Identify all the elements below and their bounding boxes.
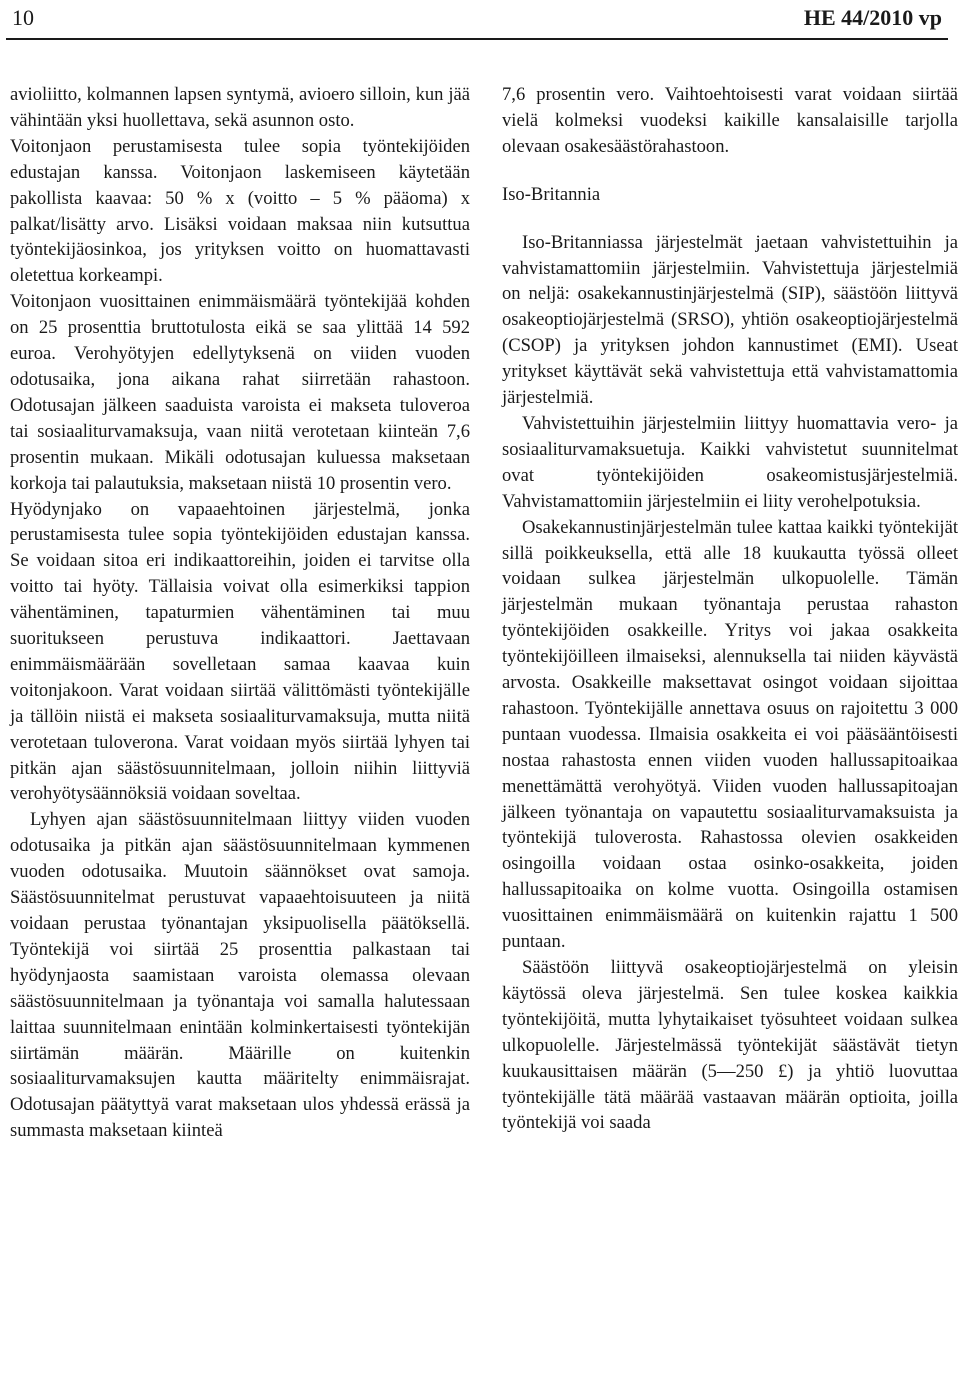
paragraph: avioliitto, kolmannen lapsen syntymä, avioero silloin, kun jää vähintään yksi huollettava, sekä asunnon osto. bbox=[10, 84, 470, 131]
header-divider bbox=[6, 38, 948, 40]
paragraph: Lyhyen ajan säästösuunnitelmaan liittyy viiden vuoden odotusaika ja pitkän ajan säästösuunnitelmaan kymmenen vuoden odotusaika. Muutoin säännökset ovat samoja. Säästösuunnitelmat perustuvat vapaaehtoisuuteen ja niitä voidaan perustaa työnantajan yksipuolisella päätöksellä. Työntekijä voi siirtää 25 prosenttia palkastaan tai hyödynjaosta saamistaan varoista olemassa olevaan säästösuunnitelmaan ja työnantaja voi samalla halutessaan laittaa suunnitelmaan enintään kolminkertaisesti työntekijän siirtämän määrän. Määrille on kuitenkin sosiaaliturvamaksujen kautta määritelty enimmäisrajat. Odotusajan päätyttyä varat maksetaan ulos yhdessä erässä ja summasta maksetaan kiinteä bbox=[10, 809, 470, 1142]
page-header bbox=[6, 0, 948, 42]
paragraph: Säästöön liittyvä osakeoptiojärjestelmä on yleisin käytössä oleva järjestelmä. Sen tulee koskea kaikkia työntekijöitä, mutta lyhytaikaiset työsuhteet voidaan sulkea ulkopuolelle. Järjestelmässä työntekijät säästävät tietyn kuukausittaisen määrän (5—250 £) ja yhtiö luovuttaa työntekijälle tätä määrää vastaavan määrän optioita, joilla työntekijä voi saada bbox=[502, 957, 958, 1134]
right-column bbox=[502, 82, 958, 1136]
section-heading: Iso-Britannia bbox=[502, 183, 601, 205]
left-column bbox=[10, 82, 470, 1144]
paragraph: 7,6 prosentin vero. Vaihtoehtoisesti varat voidaan siirtää vielä kolmeksi vuodeksi kaikille kansalaisille tarjolla olevaan osakesäästörahastoon. bbox=[502, 84, 958, 157]
paragraph: Osakekannustinjärjestelmän tulee kattaa kaikki työntekijät sillä poikkeuksella, että alle 18 kuukautta työssä olleet voidaan sulkea järjestelmän ulkopuolelle. Tämän järjestelmän mukaan työnantaja perustaa rahaston työntekijöiden osakkeille. Yritys voi jakaa osakkeita työntekijöilleen ilmaiseksi, alennuksella tai niiden käyvästä arvosta. Osakkeille maksettavat osingot voidaan sijoittaa rahastoon. Työntekijälle annettava osuus on rajoitettu 3 000 puntaan vuodessa. Ilmaisia osakkeita ei voi pääsääntöisesti nostaa rahastosta ennen viiden vuoden hallussapitoaikaa menettämättä verohyötyä. Viiden vuoden hallussapitoajan jälkeen työnantaja on vapautettu sosiaaliturvamaksuista ja työntekijä tuloverosta. Rahastossa olevien osakkeiden osingoilla voidaan ostaa osinko-osakkeita, joiden hallussapitoaika on kolme vuotta. Osingoilla ostamisen vuosittainen enimmäismäärä on kuitenkin rajattu 1 500 puntaan. bbox=[502, 516, 958, 953]
paragraph: Vahvistettuihin järjestelmiin liittyy huomattavia vero- ja sosiaaliturvamaksuetuja. Kaikki vahvistetut suunnitelmat ovat työntekijöiden osakeomistusjärjestelmiä. Vahvistamattomiin järjestelmiin ei liity verohelpotuksia. bbox=[502, 412, 958, 512]
paragraph: Voitonjaon perustamisesta tulee sopia työntekijöiden edustajan kanssa. Voitonjaon laskemiseen käytetään pakollista kaavaa: 50 % x (voitto – 5 % pääoma) x palkat/lisätty arvo. Lisäksi voidaan maksaa niin kutsuttua työntekijäosinkoa, jos yrityksen voitto on huomattavasti oletettua korkeampi. bbox=[10, 135, 470, 287]
paragraph: Hyödynjako on vapaaehtoinen järjestelmä, jonka perustamisesta tulee sopia työntekijöiden edustajan kanssa. Se voidaan sitoa eri indikaattoreihin, joiden ei tarvitse olla voitto tai hyöty. Tällaisia voivat olla esimerkiksi tappion vähentäminen, tapaturmien vähentäminen tai muu suoritukseen perustuva indikaattori. Jaettavaan enimmäismäärään sovelletaan samaa kaavaa kuin voitonjakoon. Varat voidaan siirtää välittömästi työntekijälle ja tällöin niistä ei makseta sosiaaliturvamaksuja, mutta niitä verotetaan tuloverona. Varat voidaan myös siirtää lyhyen tai pitkän ajan säästösuunnitelmaan, jolloin niihin liittyviä verohyötysäännöksiä voidaan soveltaa. bbox=[10, 498, 470, 805]
document-id: HE 44/2010 vp bbox=[803, 5, 942, 30]
page-number: 10 bbox=[12, 5, 34, 30]
paragraph: Voitonjaon vuosittainen enimmäismäärä työntekijää kohden on 25 prosenttia bruttotulosta eikä se saa ylittää 14 592 euroa. Verohyötyjen edellytyksenä on viiden vuoden odotusaika, jona aikana rahat siirretään rahastoon. Odotusajan jälkeen saaduista varoista ei makseta tuloveroa tai sosiaaliturvamaksuja, vaan niitä verotetaan kiinteän 7,6 prosentin mukaan. Mikäli odotusajan kuluessa maksetaan korkoja tai palautuksia, maksetaan niistä 10 prosentin vero. bbox=[10, 291, 470, 494]
paragraph: Iso-Britanniassa järjestelmät jaetaan vahvistettuihin ja vahvistamattomiin järjestelmiin. Vahvistettuja järjestelmiä on neljä: osakekannustinjärjestelmä (SIP), säästöön liittyvä osakeoptiojärjestelmä (SRSO), yhtiön osakeoptiojärjestelmä (CSOP) ja yrityksen johdon kannustimet (EMI). Useat yritykset käyttävät sekä vahvistettuja että vahvistamattomia järjestelmiä. bbox=[502, 231, 958, 409]
